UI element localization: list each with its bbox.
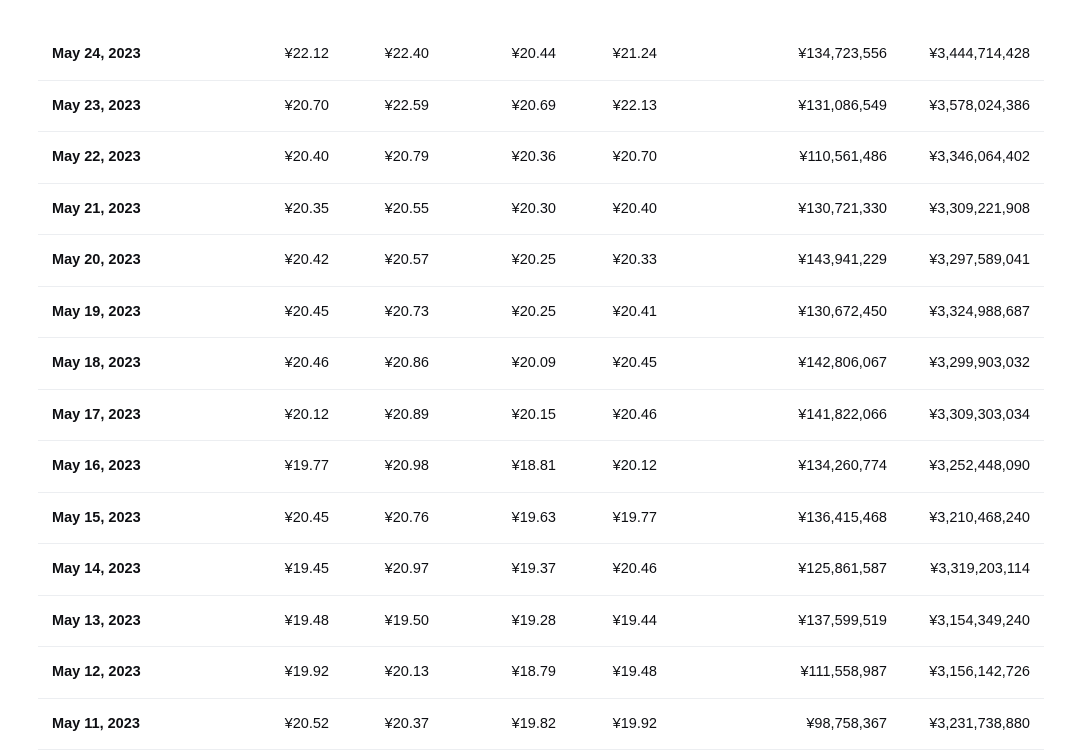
volume-cell: ¥134,260,774 <box>798 441 887 492</box>
low-cell: ¥20.36 <box>512 132 556 183</box>
table-row <box>38 441 1044 493</box>
market-cap-cell: ¥3,309,221,908 <box>929 184 1030 235</box>
table-row <box>38 287 1044 339</box>
close-cell: ¥20.41 <box>613 287 657 338</box>
open-cell: ¥20.45 <box>285 287 329 338</box>
low-cell: ¥18.79 <box>512 647 556 698</box>
date-cell: May 11, 2023 <box>52 699 140 750</box>
date-cell: May 15, 2023 <box>52 493 141 544</box>
date-cell: May 21, 2023 <box>52 184 141 235</box>
open-cell: ¥20.35 <box>285 184 329 235</box>
low-cell: ¥20.09 <box>512 338 556 389</box>
market-cap-cell: ¥3,210,468,240 <box>929 493 1030 544</box>
open-cell: ¥20.52 <box>285 699 329 750</box>
volume-cell: ¥143,941,229 <box>798 235 887 286</box>
volume-cell: ¥137,599,519 <box>798 596 887 647</box>
volume-cell: ¥142,806,067 <box>798 338 887 389</box>
date-cell: May 19, 2023 <box>52 287 141 338</box>
high-cell: ¥20.57 <box>385 235 429 286</box>
close-cell: ¥20.45 <box>613 338 657 389</box>
low-cell: ¥19.63 <box>512 493 556 544</box>
low-cell: ¥20.25 <box>512 235 556 286</box>
date-cell: May 23, 2023 <box>52 81 141 132</box>
market-cap-cell: ¥3,346,064,402 <box>929 132 1030 183</box>
table-row <box>38 338 1044 390</box>
low-cell: ¥20.44 <box>512 29 556 80</box>
table-row <box>38 699 1044 750</box>
open-cell: ¥19.77 <box>285 441 329 492</box>
date-cell: May 14, 2023 <box>52 544 141 595</box>
volume-cell: ¥130,721,330 <box>798 184 887 235</box>
high-cell: ¥22.40 <box>385 29 429 80</box>
market-cap-cell: ¥3,444,714,428 <box>929 29 1030 80</box>
open-cell: ¥19.92 <box>285 647 329 698</box>
low-cell: ¥20.15 <box>512 390 556 441</box>
volume-cell: ¥131,086,549 <box>798 81 887 132</box>
market-cap-cell: ¥3,231,738,880 <box>929 699 1030 750</box>
volume-cell: ¥110,561,486 <box>799 132 887 183</box>
high-cell: ¥20.13 <box>385 647 429 698</box>
close-cell: ¥20.12 <box>613 441 657 492</box>
close-cell: ¥21.24 <box>613 29 657 80</box>
low-cell: ¥18.81 <box>512 441 556 492</box>
high-cell: ¥20.73 <box>385 287 429 338</box>
high-cell: ¥22.59 <box>385 81 429 132</box>
high-cell: ¥20.55 <box>385 184 429 235</box>
close-cell: ¥20.40 <box>613 184 657 235</box>
market-cap-cell: ¥3,319,203,114 <box>930 544 1030 595</box>
table-row <box>38 390 1044 442</box>
low-cell: ¥19.37 <box>512 544 556 595</box>
open-cell: ¥20.45 <box>285 493 329 544</box>
high-cell: ¥20.98 <box>385 441 429 492</box>
open-cell: ¥20.12 <box>285 390 329 441</box>
open-cell: ¥22.12 <box>285 29 329 80</box>
close-cell: ¥20.70 <box>613 132 657 183</box>
high-cell: ¥20.76 <box>385 493 429 544</box>
open-cell: ¥20.42 <box>285 235 329 286</box>
price-history-table <box>38 29 1044 750</box>
market-cap-cell: ¥3,156,142,726 <box>929 647 1030 698</box>
market-cap-cell: ¥3,578,024,386 <box>929 81 1030 132</box>
market-cap-cell: ¥3,324,988,687 <box>929 287 1030 338</box>
volume-cell: ¥125,861,587 <box>798 544 887 595</box>
high-cell: ¥20.86 <box>385 338 429 389</box>
date-cell: May 18, 2023 <box>52 338 141 389</box>
open-cell: ¥19.45 <box>285 544 329 595</box>
table-row <box>38 29 1044 81</box>
low-cell: ¥20.25 <box>512 287 556 338</box>
date-cell: May 16, 2023 <box>52 441 141 492</box>
table-row <box>38 544 1044 596</box>
close-cell: ¥19.77 <box>613 493 657 544</box>
table-row <box>38 647 1044 699</box>
date-cell: May 12, 2023 <box>52 647 141 698</box>
close-cell: ¥22.13 <box>613 81 657 132</box>
table-row <box>38 596 1044 648</box>
high-cell: ¥20.89 <box>385 390 429 441</box>
market-cap-cell: ¥3,154,349,240 <box>929 596 1030 647</box>
open-cell: ¥20.70 <box>285 81 329 132</box>
table-row <box>38 81 1044 133</box>
table-row <box>38 493 1044 545</box>
close-cell: ¥20.33 <box>613 235 657 286</box>
open-cell: ¥20.40 <box>285 132 329 183</box>
high-cell: ¥20.37 <box>385 699 429 750</box>
market-cap-cell: ¥3,309,303,034 <box>929 390 1030 441</box>
high-cell: ¥20.97 <box>385 544 429 595</box>
volume-cell: ¥130,672,450 <box>798 287 887 338</box>
close-cell: ¥19.92 <box>613 699 657 750</box>
market-cap-cell: ¥3,297,589,041 <box>929 235 1030 286</box>
market-cap-cell: ¥3,299,903,032 <box>929 338 1030 389</box>
high-cell: ¥19.50 <box>385 596 429 647</box>
low-cell: ¥20.30 <box>512 184 556 235</box>
close-cell: ¥20.46 <box>613 544 657 595</box>
low-cell: ¥19.28 <box>512 596 556 647</box>
low-cell: ¥19.82 <box>512 699 556 750</box>
close-cell: ¥19.48 <box>613 647 657 698</box>
open-cell: ¥20.46 <box>285 338 329 389</box>
date-cell: May 24, 2023 <box>52 29 141 80</box>
date-cell: May 17, 2023 <box>52 390 141 441</box>
date-cell: May 20, 2023 <box>52 235 141 286</box>
volume-cell: ¥134,723,556 <box>798 29 887 80</box>
volume-cell: ¥98,758,367 <box>806 699 887 750</box>
market-cap-cell: ¥3,252,448,090 <box>929 441 1030 492</box>
high-cell: ¥20.79 <box>385 132 429 183</box>
close-cell: ¥19.44 <box>613 596 657 647</box>
date-cell: May 22, 2023 <box>52 132 141 183</box>
volume-cell: ¥136,415,468 <box>798 493 887 544</box>
close-cell: ¥20.46 <box>613 390 657 441</box>
table-row <box>38 184 1044 236</box>
open-cell: ¥19.48 <box>285 596 329 647</box>
date-cell: May 13, 2023 <box>52 596 141 647</box>
volume-cell: ¥111,558,987 <box>800 647 887 698</box>
volume-cell: ¥141,822,066 <box>798 390 887 441</box>
table-row <box>38 132 1044 184</box>
low-cell: ¥20.69 <box>512 81 556 132</box>
table-row <box>38 235 1044 287</box>
